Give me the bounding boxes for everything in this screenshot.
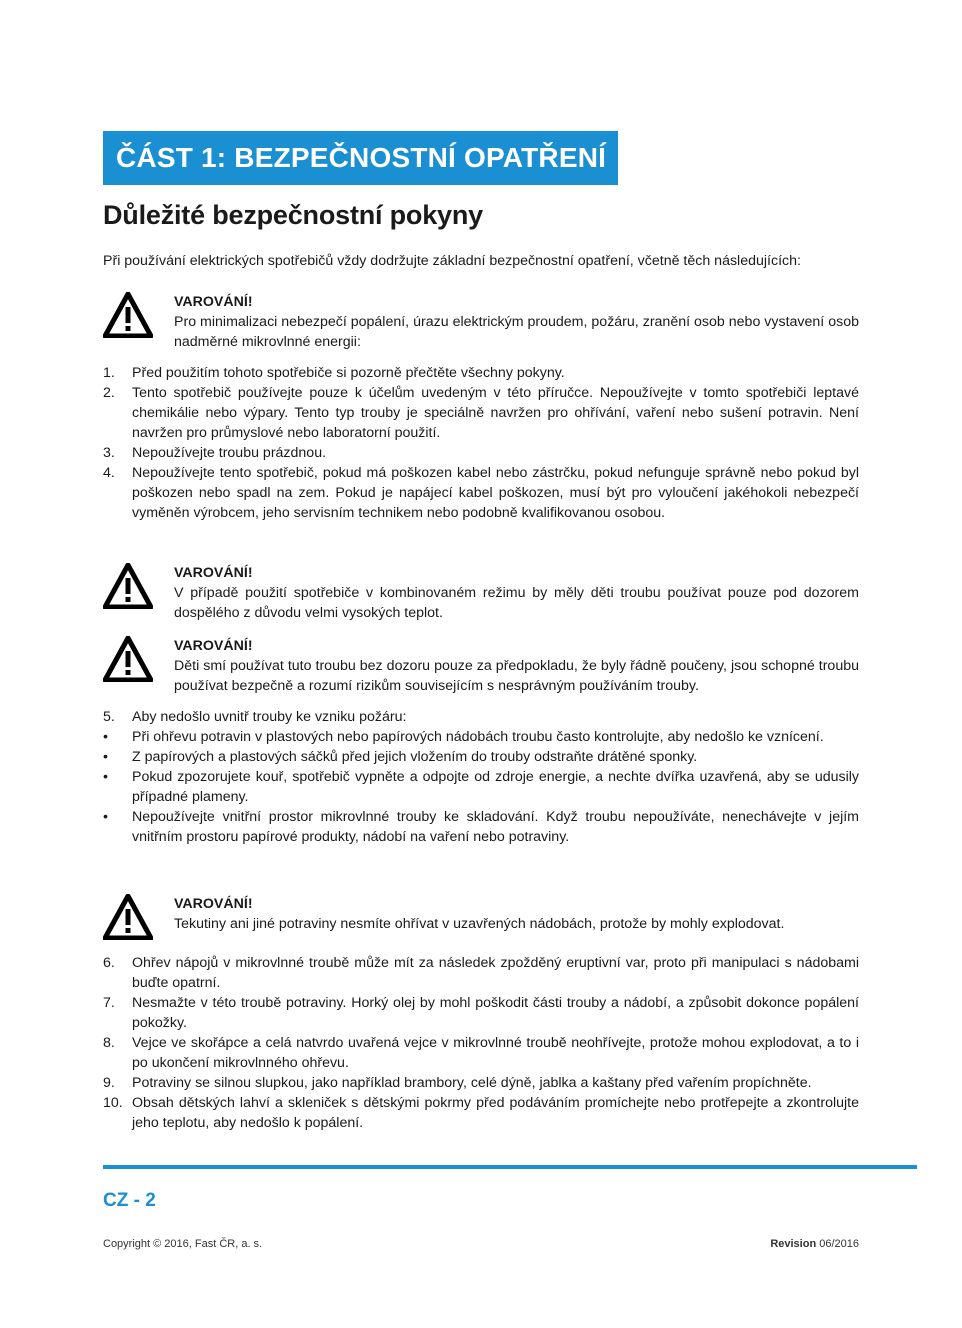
page-number: CZ - 2 [103, 1190, 156, 1211]
revision-text: Revision 06/2016 [770, 1238, 859, 1250]
page-heading: Důležité bezpečnostní pokyny [103, 200, 483, 230]
warning-title: VAROVÁNÍ! [174, 896, 253, 912]
warning-text: Pro minimalizaci nebezpečí popálení, úrazu elektrickým proudem, požáru, zranění osob nebo vystavení osob nadměrné mikrovlnné energii: [174, 314, 859, 350]
instruction-list [103, 363, 859, 523]
footer-divider [103, 1165, 917, 1169]
list-item: 2. Tento spotřebič používejte pouze k účelům uvedeným v této příručce. Nepoužívejte v tomto spotřebiči leptavé chemikálie nebo výpary. Tento typ trouby je speciálně navržen pro ohřívání, vaření nebo sušení potravin. Není navržen pro průmyslové nebo laboratorní použití. [103, 385, 859, 441]
list-item: 1. Před použitím tohoto spotřebiče si pozorně přečtěte všechny pokyny. [103, 365, 565, 381]
warning-text: V případě použití spotřebiče v kombinovaném režimu by měly děti troubu používat pouze pod dozorem dospělého z důvodu velmi vysokých teplot. [174, 585, 859, 621]
list-item: 8. Vejce ve skořápce a celá natvrdo uvařená vejce v mikrovlnné troubě neohřívejte, protože mohou explodovat, a to i po ukončení mikrovlnného ohřevu. [103, 1035, 859, 1071]
list-item: • Z papírových a plastových sáčků před jejich vložením do trouby odstraňte drátěné sponky. [103, 749, 698, 765]
list-item: 9. Potraviny se silnou slupkou, jako například brambory, celé dýně, jablka a kaštany před vařením propíchněte. [103, 1075, 812, 1091]
warning-text: Tekutiny ani jiné potraviny nesmíte ohřívat v uzavřených nádobách, protože by mohly explodovat. [174, 916, 785, 932]
warning-title: VAROVÁNÍ! [174, 638, 253, 654]
warning-text: Děti smí používat tuto troubu bez dozoru pouze za předpokladu, že byly řádně poučeny, jsou schopné troubu používat bezpečně a rozumí rizikům souvisejícím s nesprávným používáním trouby. [174, 658, 859, 694]
list-item: 5. Aby nedošlo uvnitř trouby ke vzniku požáru: [103, 709, 407, 725]
list-item: • Při ohřevu potravin v plastových nebo papírových nádobách troubu často kontrolujte, aby nedošlo ke vznícení. [103, 729, 824, 745]
list-item: 4. Nepoužívejte tento spotřebič, pokud má poškozen kabel nebo zástrčku, pokud nefunguje správně nebo pokud byl poškozen nebo spadl na zem. Pokud je napájecí kabel poškozen, musí být pro vyloučení jakéhokoli nebezpečí vyměněn výrobcem, jeho servisním technikem nebo podobně kvalifikovanou osobou. [103, 465, 859, 521]
warning-triangle-icon [103, 636, 153, 682]
warning-triangle-icon [103, 292, 153, 338]
section-title: ČÁST 1: BEZPEČNOSTNÍ OPATŘENÍ [103, 131, 618, 185]
warning-title: VAROVÁNÍ! [174, 565, 253, 581]
warning-triangle-icon [103, 563, 153, 609]
warning-triangle-icon [103, 894, 153, 940]
instruction-list [103, 707, 859, 847]
list-item: 6. Ohřev nápojů v mikrovlnné troubě může mít za následek zpožděný eruptivní var, proto při manipulaci s nádobami buďte opatrní. [103, 955, 859, 991]
intro-text: Při používání elektrických spotřebičů vždy dodržujte základní bezpečnostní opatření, včetně těch následujících: [103, 253, 801, 269]
list-item: • Nepoužívejte vnitřní prostor mikrovlnné trouby ke skladování. Když troubu nepoužíváte, nenechávejte v jejím vnitřním prostoru papírové produkty, nádobí na vaření nebo potraviny. [103, 809, 859, 845]
list-item: 7. Nesmažte v této troubě potraviny. Horký olej by mohl poškodit části trouby a nádobí, a způsobit dokonce popálení pokožky. [103, 995, 859, 1031]
list-item: • Pokud zpozorujete kouř, spotřebič vypněte a odpojte od zdroje energie, a nechte dvířka uzavřená, aby se udusily případné plameny. [103, 769, 859, 805]
warning-title: VAROVÁNÍ! [174, 294, 253, 310]
list-item: 3. Nepoužívejte troubu prázdnou. [103, 445, 327, 461]
list-item: 10. Obsah dětských lahví a skleniček s dětskými pokrmy před podáváním promíchejte nebo protřepejte a zkontrolujte jeho teplotu, aby nedošlo k popálení. [103, 1095, 859, 1131]
copyright-text: Copyright © 2016, Fast ČR, a. s. [103, 1238, 263, 1250]
instruction-list [103, 953, 859, 1133]
